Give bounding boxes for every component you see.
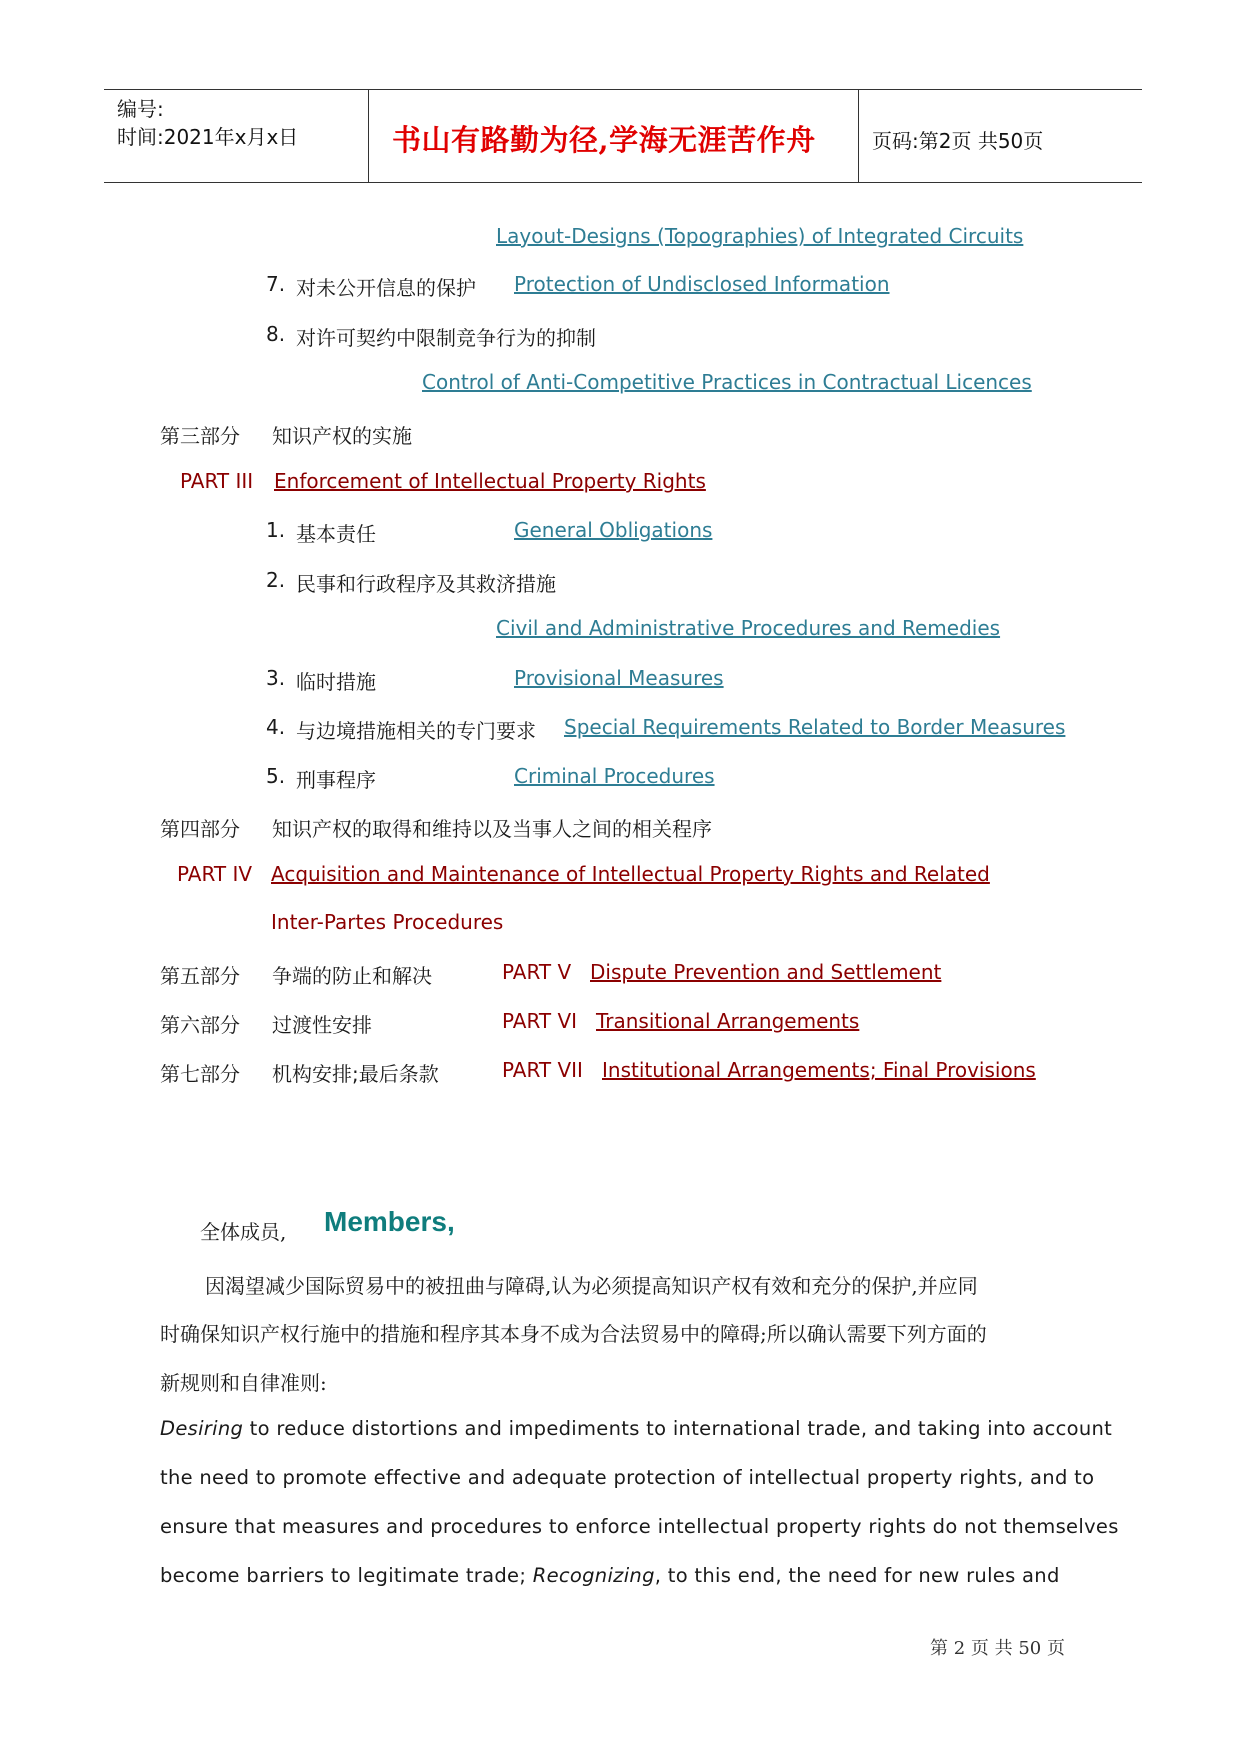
toc-part7-en-label: PART VII [502,1058,583,1082]
toc-p3-4-cn: 与边境措施相关的专门要求 [296,719,536,743]
header-page-label: 页码:第2页 共50页 [872,129,1044,153]
toc-part7-cn-title: 机构安排;最后条款 [272,1062,439,1086]
toc-p3-3-num: 3. [266,666,286,690]
toc-p3-3-cn: 临时措施 [296,670,376,694]
toc-item7-en[interactable]: Protection of Undisclosed Information [514,272,890,296]
toc-p3-4-en[interactable]: Special Requirements Related to Border Measures [564,715,1066,739]
toc-part6-en-title[interactable]: Transitional Arrangements [596,1009,860,1033]
toc-item6-en[interactable]: Layout-Designs (Topographies) of Integrated Circuits [496,224,1024,248]
header-top-rule [104,89,1142,90]
preamble-desiring: Desiring [160,1417,244,1440]
header-divider-right [858,89,859,182]
toc-part6-cn-title: 过渡性安排 [272,1013,372,1037]
toc-part6-en-label: PART VI [502,1009,578,1033]
toc-part4-en-label: PART IV [177,862,253,886]
toc-part4-en-title-2[interactable]: Inter-Partes Procedures [271,910,504,934]
toc-item7-cn: 对未公开信息的保护 [296,276,476,300]
preamble-en-line3: ensure that measures and procedures to enforce intellectual property rights do not themselves [160,1515,1119,1538]
toc-item8-en[interactable]: Control of Anti-Competitive Practices in Contractual Licences [422,370,1032,394]
toc-part3-en-label: PART III [180,469,254,493]
toc-p3-2-cn: 民事和行政程序及其救济措施 [296,572,556,596]
toc-part5-en-label: PART V [502,960,572,984]
header-number-label: 编号: [117,97,164,121]
preamble-members-en: Members, [324,1206,455,1237]
toc-part3-cn: 第三部分 [160,424,240,448]
toc-p3-3-en[interactable]: Provisional Measures [514,666,724,690]
toc-p3-5-cn: 刑事程序 [296,768,376,792]
preamble-members-cn: 全体成员, [200,1220,287,1244]
toc-p3-5-en[interactable]: Criminal Procedures [514,764,715,788]
toc-item8-cn: 对许可契约中限制竞争行为的抑制 [296,326,596,350]
toc-p3-2-en[interactable]: Civil and Administrative Procedures and Remedies [496,616,1001,640]
preamble-en-line1 [160,1417,1112,1440]
preamble-en-line4 [160,1564,1060,1587]
toc-p3-4-num: 4. [266,715,286,739]
header-divider-left [368,89,369,182]
toc-item7-num: 7. [266,272,286,296]
header-bottom-rule [104,182,1142,183]
toc-p3-1-en[interactable]: General Obligations [514,518,713,542]
header-motto: 书山有路勤为径,学海无涯苦作舟 [392,123,816,157]
toc-part5-en-title[interactable]: Dispute Prevention and Settlement [590,960,942,984]
toc-p3-2-num: 2. [266,568,286,592]
preamble-cn-line1: 因渴望减少国际贸易中的被扭曲与障碍,认为必须提高知识产权有效和充分的保护,并应同 [205,1274,978,1298]
toc-part6-cn: 第六部分 [160,1013,240,1037]
toc-p3-5-num: 5. [266,764,286,788]
preamble-cn-line2: 时确保知识产权行施中的措施和程序其本身不成为合法贸易中的障碍;所以确认需要下列方面的 [160,1322,987,1346]
toc-part4-cn-title: 知识产权的取得和维持以及当事人之间的相关程序 [272,817,712,841]
preamble-cn-line3: 新规则和自律准则: [160,1371,327,1395]
preamble-en-line4-a: become barriers to legitimate trade; [160,1564,533,1587]
preamble-recognizing: Recognizing [532,1564,655,1587]
toc-p3-1-num: 1. [266,518,286,542]
preamble-en-line1-rest: to reduce distortions and impediments to international trade, and taking into account [243,1417,1113,1440]
toc-part5-cn: 第五部分 [160,964,240,988]
toc-part3-cn-title: 知识产权的实施 [272,424,412,448]
toc-part4-cn: 第四部分 [160,817,240,841]
toc-item8-num: 8. [266,322,286,346]
toc-part5-cn-title: 争端的防止和解决 [272,964,432,988]
header-time-label: 时间:2021年x月x日 [117,125,299,149]
toc-part7-cn: 第七部分 [160,1062,240,1086]
preamble-en-line2: the need to promote effective and adequate protection of intellectual property rights, and to [160,1466,1095,1489]
preamble-en-line4-b: , to this end, the need for new rules and [654,1564,1060,1587]
toc-p3-1-cn: 基本责任 [296,522,376,546]
toc-part3-en-title[interactable]: Enforcement of Intellectual Property Rights [274,469,706,493]
toc-part7-en-title[interactable]: Institutional Arrangements; Final Provisions [602,1058,1036,1082]
toc-part4-en-title-1[interactable]: Acquisition and Maintenance of Intellectual Property Rights and Related [271,862,990,886]
footer-page-number: 第 2 页 共 50 页 [930,1638,1065,1659]
